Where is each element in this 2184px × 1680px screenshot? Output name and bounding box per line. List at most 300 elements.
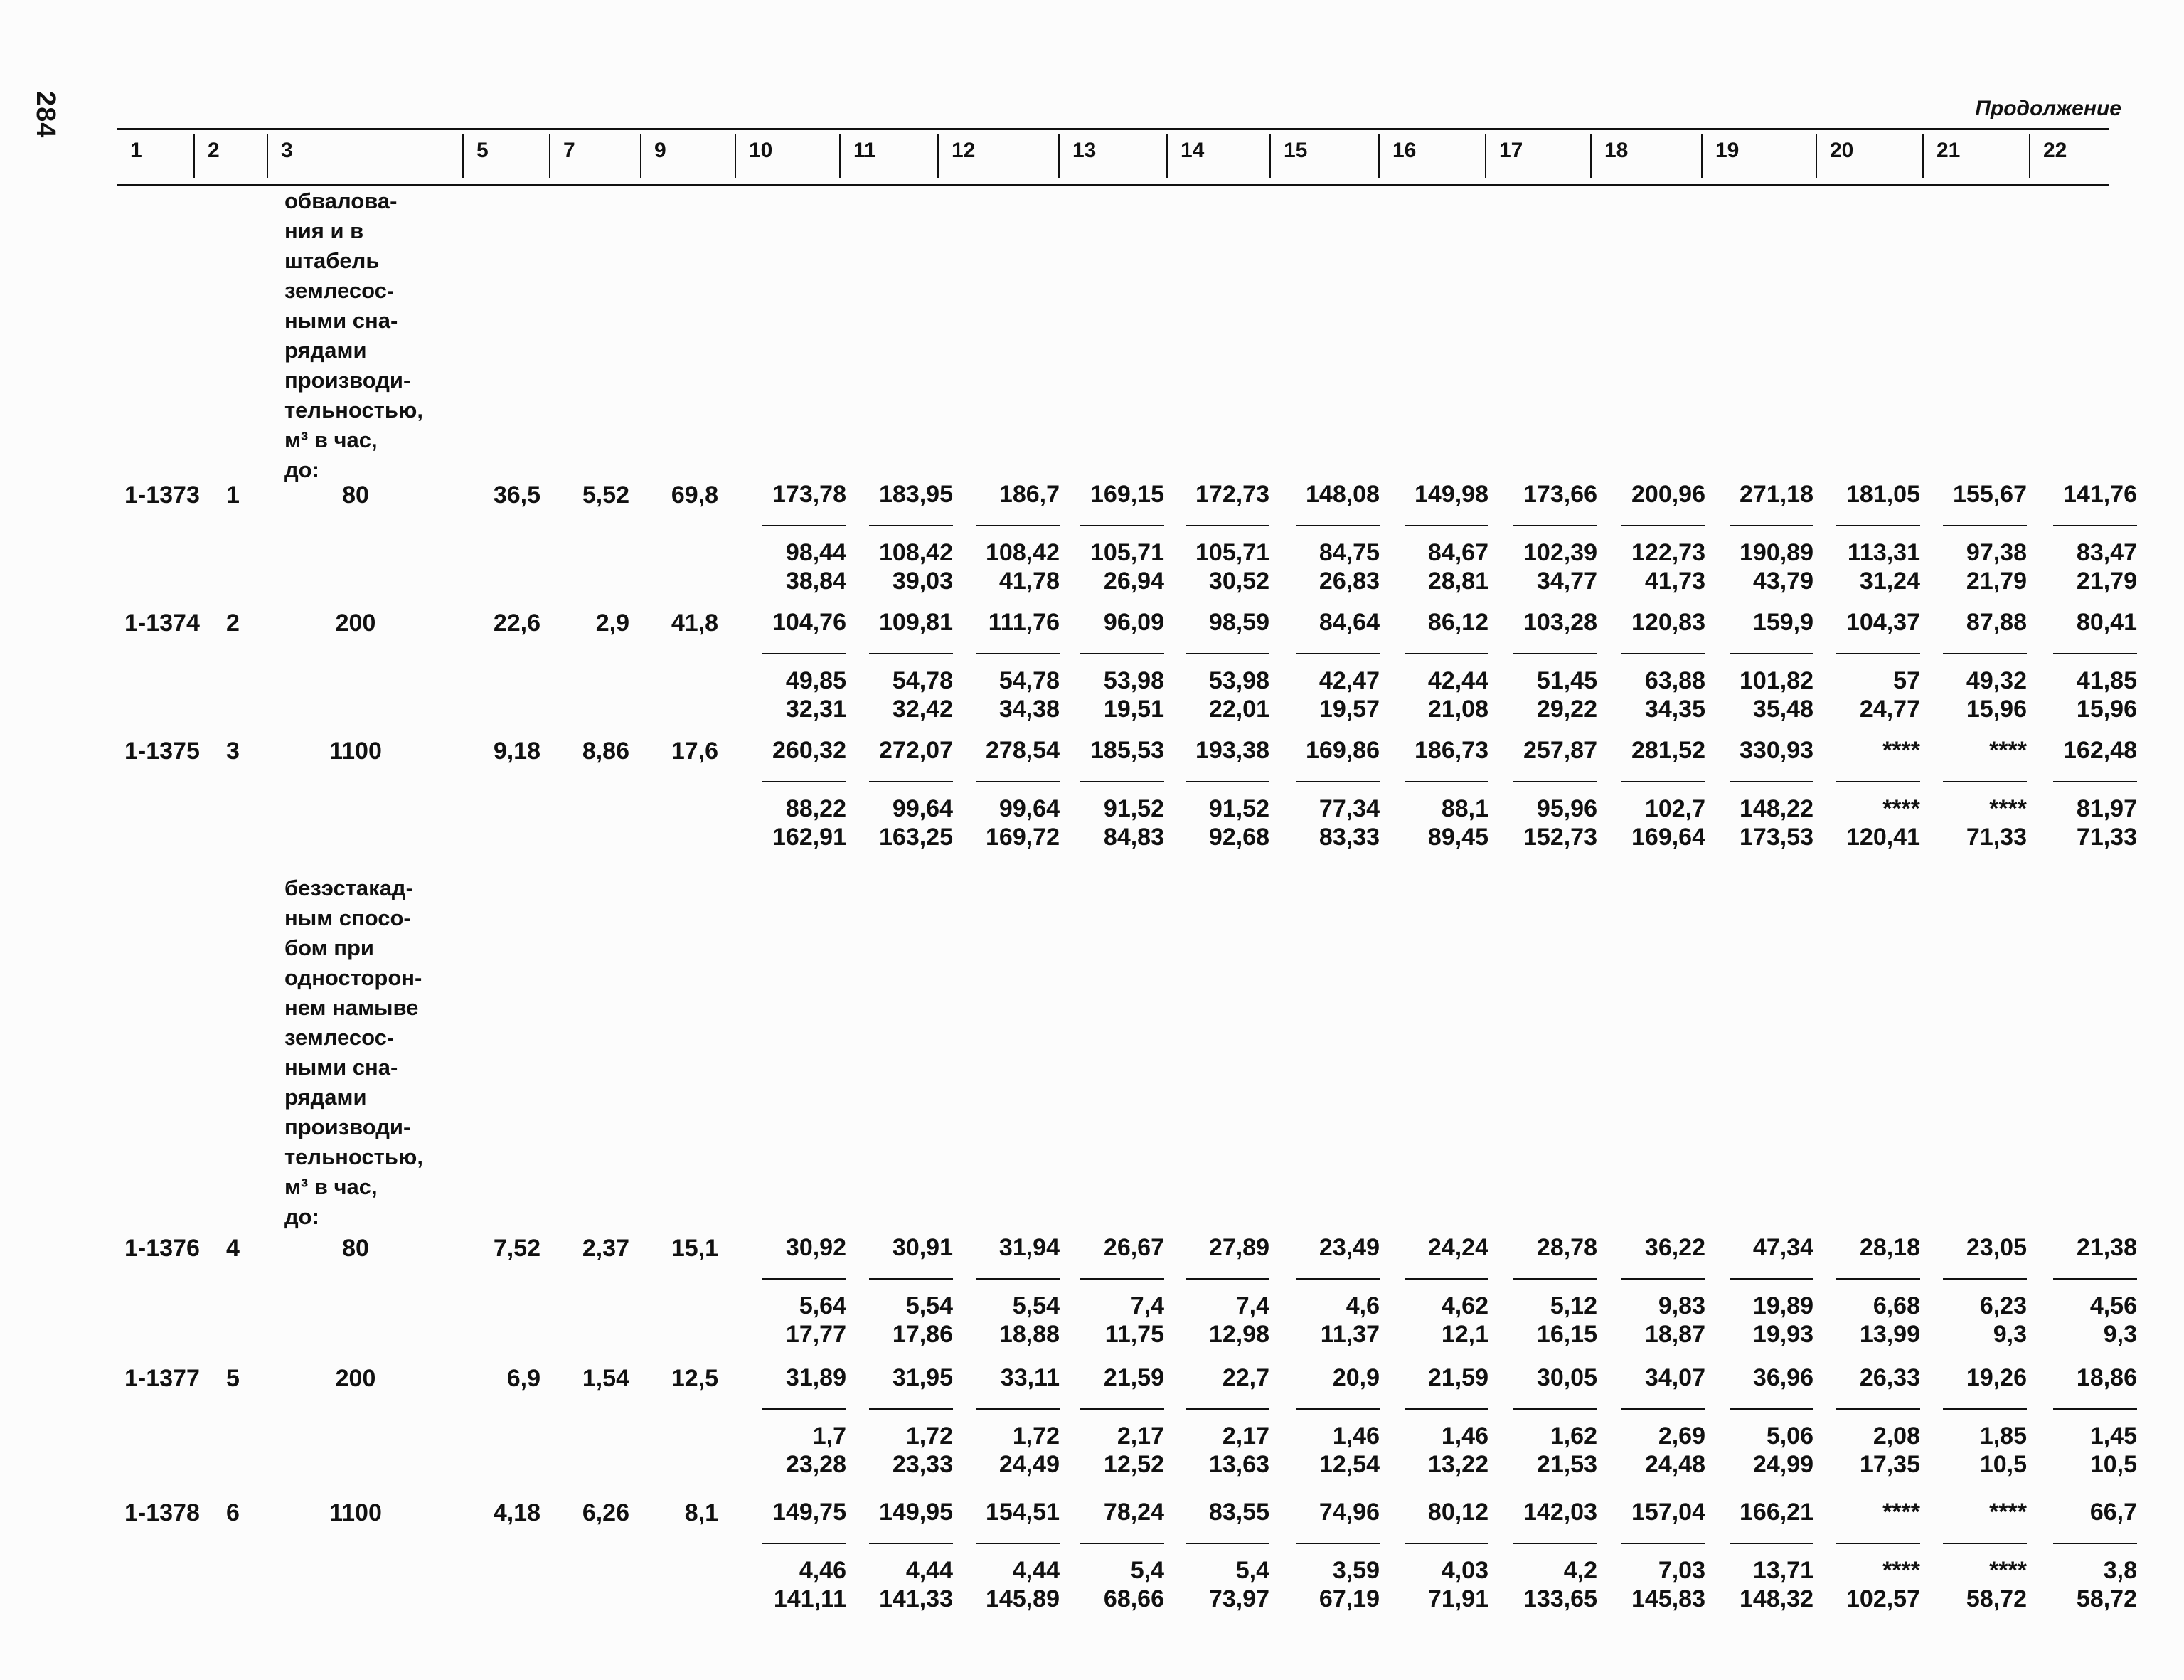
- cell-value-top: 80,41: [2076, 609, 2137, 636]
- cell-value-mid: 88,22: [785, 795, 846, 822]
- fraction-line: [869, 781, 953, 782]
- cell-value-bot: 17,77: [785, 1321, 846, 1348]
- header-col-10: 10: [735, 134, 839, 178]
- cell-value-bot: 141,11: [773, 1585, 846, 1612]
- cell-value-mid: 83,47: [2076, 539, 2137, 566]
- cell-col9: 12,5: [671, 1365, 718, 1392]
- cell-value-bot: 173,53: [1740, 824, 1813, 851]
- page-number: 284: [31, 91, 60, 139]
- header-col-7: 7: [549, 134, 640, 178]
- cell-value-bot: 41,78: [998, 568, 1060, 595]
- fraction-line: [1513, 781, 1597, 782]
- header-col-14: 14: [1166, 134, 1269, 178]
- header-col-18: 18: [1590, 134, 1701, 178]
- row-code: 1-1374: [124, 610, 200, 637]
- cell-value-mid: 88,1: [1441, 795, 1488, 822]
- cell-value-mid: 4,44: [905, 1557, 953, 1584]
- fraction-line: [1836, 1543, 1920, 1544]
- header-col-2: 2: [193, 134, 267, 178]
- fraction-line: [1943, 1408, 2027, 1410]
- cell-value-bot: 23,28: [785, 1451, 846, 1478]
- cell-value-bot: 13,99: [1859, 1321, 1920, 1348]
- row-code: 1-1376: [124, 1235, 200, 1262]
- cell-value-top: 96,09: [1103, 609, 1164, 636]
- cell-value-mid: 4,56: [2089, 1292, 2137, 1319]
- row-description: обвалова- ния и в штабель землесос- ными сна- рядами производи- тельностью, м³ в час, до:: [284, 188, 423, 482]
- cell-value-top: 21,38: [2076, 1234, 2137, 1261]
- cell-col5: 7,52: [493, 1235, 540, 1262]
- cell-value-top: 31,95: [892, 1364, 953, 1391]
- fraction-line: [1296, 781, 1380, 782]
- row-number: 5: [226, 1365, 240, 1392]
- cell-col5: 22,6: [493, 610, 540, 637]
- fraction-line: [1730, 1543, 1813, 1544]
- cell-value-top: 142,03: [1523, 1499, 1597, 1526]
- cell-col9: 41,8: [671, 610, 718, 637]
- cell-value-bot: 71,33: [1966, 824, 2027, 851]
- fraction-line: [2053, 525, 2137, 526]
- cell-value-mid: 2,69: [1658, 1423, 1705, 1450]
- cell-value-mid: 2,17: [1117, 1423, 1164, 1450]
- cell-value-mid: 51,45: [1536, 667, 1597, 694]
- fraction-line: [869, 653, 953, 654]
- cell-value-bot: 18,87: [1644, 1321, 1705, 1348]
- cell-value-mid: 1,45: [2089, 1423, 2137, 1450]
- row-capacity: 80: [342, 1235, 369, 1262]
- cell-value-bot: 10,5: [1979, 1451, 2027, 1478]
- cell-value-mid: 101,82: [1740, 667, 1813, 694]
- fraction-line: [1405, 525, 1488, 526]
- fraction-line: [1621, 525, 1705, 526]
- cell-value-bot: 12,52: [1103, 1451, 1164, 1478]
- cell-value-mid: 84,67: [1427, 539, 1488, 566]
- fraction-line: [976, 653, 1060, 654]
- cell-value-bot: 24,77: [1859, 696, 1920, 723]
- fraction-line: [1621, 653, 1705, 654]
- fraction-line: [1405, 653, 1488, 654]
- cell-value-mid: 1,46: [1332, 1423, 1380, 1450]
- cell-value-top: 330,93: [1740, 737, 1813, 764]
- fraction-line: [1080, 1278, 1164, 1280]
- cell-value-bot: 24,49: [998, 1451, 1060, 1478]
- cell-value-top: 173,78: [772, 481, 846, 508]
- cell-value-top: 78,24: [1103, 1499, 1164, 1526]
- cell-value-bot: 29,22: [1536, 696, 1597, 723]
- cell-value-top: 36,22: [1644, 1234, 1705, 1261]
- cell-col9: 17,6: [671, 738, 718, 765]
- cell-value-top: ****: [1882, 737, 1920, 764]
- fraction-line: [1186, 1278, 1269, 1280]
- fraction-line: [1513, 1408, 1597, 1410]
- cell-col9: 8,1: [684, 1499, 718, 1526]
- cell-value-bot: 58,72: [1966, 1585, 2027, 1612]
- cell-value-mid: 41,85: [2076, 667, 2137, 694]
- fraction-line: [1730, 525, 1813, 526]
- fraction-line: [1513, 653, 1597, 654]
- cell-value-top: 149,75: [772, 1499, 846, 1526]
- fraction-line: [976, 781, 1060, 782]
- fraction-line: [976, 1408, 1060, 1410]
- cell-col7: 5,52: [582, 482, 629, 509]
- fraction-line: [1621, 1278, 1705, 1280]
- header-col-12: 12: [937, 134, 1058, 178]
- cell-value-bot: 120,41: [1846, 824, 1920, 851]
- cell-value-bot: 34,38: [998, 696, 1060, 723]
- cell-value-mid: 5,64: [799, 1292, 846, 1319]
- cell-value-bot: 163,25: [879, 824, 953, 851]
- cell-value-mid: 5,12: [1550, 1292, 1597, 1319]
- cell-value-top: 19,26: [1966, 1364, 2027, 1391]
- row-code: 1-1375: [124, 738, 200, 765]
- cell-value-top: ****: [1989, 737, 2027, 764]
- cell-value-top: 103,28: [1523, 609, 1597, 636]
- fraction-line: [1621, 1408, 1705, 1410]
- fraction-line: [2053, 653, 2137, 654]
- cell-value-top: 260,32: [772, 737, 846, 764]
- cell-value-mid: 4,46: [799, 1557, 846, 1584]
- cell-value-bot: 28,81: [1427, 568, 1488, 595]
- cell-col7: 6,26: [582, 1499, 629, 1526]
- fraction-line: [1186, 1543, 1269, 1544]
- fraction-line: [1513, 1543, 1597, 1544]
- cell-value-bot: 30,52: [1208, 568, 1269, 595]
- cell-value-bot: 32,42: [892, 696, 953, 723]
- cell-value-top: 111,76: [988, 609, 1060, 636]
- cell-value-top: 109,81: [879, 609, 953, 636]
- fraction-line: [1836, 1278, 1920, 1280]
- cell-value-top: 33,11: [1000, 1364, 1060, 1391]
- fraction-line: [1405, 1278, 1488, 1280]
- cell-value-bot: 17,86: [892, 1321, 953, 1348]
- fraction-line: [869, 1543, 953, 1544]
- fraction-line: [1186, 525, 1269, 526]
- fraction-line: [1621, 1543, 1705, 1544]
- cell-value-mid: ****: [1989, 1557, 2027, 1584]
- cell-value-top: 83,55: [1208, 1499, 1269, 1526]
- cell-value-mid: 91,52: [1208, 795, 1269, 822]
- fraction-line: [1836, 781, 1920, 782]
- cell-value-bot: 141,33: [879, 1585, 953, 1612]
- cell-value-top: 155,67: [1953, 481, 2027, 508]
- fraction-line: [1186, 1408, 1269, 1410]
- cell-value-top: 148,08: [1306, 481, 1380, 508]
- cell-col7: 1,54: [582, 1365, 629, 1392]
- cell-value-top: 281,52: [1631, 737, 1705, 764]
- cell-value-bot: 19,51: [1103, 696, 1164, 723]
- cell-value-mid: 190,89: [1740, 539, 1813, 566]
- fraction-line: [1296, 1278, 1380, 1280]
- header-col-3: 3: [267, 134, 462, 178]
- cell-value-mid: 9,83: [1658, 1292, 1705, 1319]
- fraction-line: [1080, 1543, 1164, 1544]
- fraction-line: [2053, 1408, 2137, 1410]
- cell-value-top: 26,33: [1859, 1364, 1920, 1391]
- cell-value-mid: 42,44: [1427, 667, 1488, 694]
- cell-value-top: 30,91: [892, 1234, 953, 1261]
- cell-value-bot: 92,68: [1208, 824, 1269, 851]
- cell-value-bot: 83,33: [1319, 824, 1380, 851]
- cell-value-mid: 1,72: [905, 1423, 953, 1450]
- cell-value-bot: 19,93: [1752, 1321, 1813, 1348]
- row-number: 2: [226, 610, 240, 637]
- cell-value-mid: 91,52: [1103, 795, 1164, 822]
- fraction-line: [869, 1278, 953, 1280]
- cell-value-mid: 19,89: [1752, 1292, 1813, 1319]
- cell-value-bot: 58,72: [2076, 1585, 2137, 1612]
- cell-value-bot: 41,73: [1644, 568, 1705, 595]
- cell-value-bot: 26,94: [1103, 568, 1164, 595]
- cell-value-bot: 12,54: [1319, 1451, 1380, 1478]
- cell-value-bot: 21,08: [1427, 696, 1488, 723]
- cell-value-top: 27,89: [1208, 1234, 1269, 1261]
- fraction-line: [1513, 1278, 1597, 1280]
- cell-value-mid: 1,85: [1979, 1423, 2027, 1450]
- cell-value-bot: 12,98: [1208, 1321, 1269, 1348]
- cell-value-mid: 148,22: [1740, 795, 1813, 822]
- cell-value-mid: 53,98: [1208, 667, 1269, 694]
- cell-value-mid: 49,32: [1966, 667, 2027, 694]
- cell-value-top: 20,9: [1332, 1364, 1380, 1391]
- cell-value-mid: 2,08: [1873, 1423, 1920, 1450]
- cell-col7: 2,37: [582, 1235, 629, 1262]
- cell-value-mid: 98,44: [785, 539, 846, 566]
- cell-value-mid: 3,8: [2103, 1557, 2137, 1584]
- cell-value-bot: 24,99: [1752, 1451, 1813, 1478]
- cell-value-bot: 15,96: [2076, 696, 2137, 723]
- cell-value-bot: 17,35: [1859, 1451, 1920, 1478]
- cell-value-mid: 54,78: [892, 667, 953, 694]
- fraction-line: [1943, 653, 2027, 654]
- cell-value-bot: 38,84: [785, 568, 846, 595]
- cell-value-bot: 133,65: [1523, 1585, 1597, 1612]
- cell-col5: 9,18: [493, 738, 540, 765]
- cell-value-top: 21,59: [1103, 1364, 1164, 1391]
- fraction-line: [2053, 781, 2137, 782]
- cell-value-top: 22,7: [1222, 1364, 1269, 1391]
- cell-value-mid: 57: [1893, 667, 1920, 694]
- header-col-9: 9: [640, 134, 735, 178]
- cell-value-mid: 42,47: [1319, 667, 1380, 694]
- fraction-line: [1296, 525, 1380, 526]
- cell-value-mid: 4,03: [1441, 1557, 1488, 1584]
- cell-value-mid: 5,54: [1012, 1292, 1060, 1319]
- cell-value-top: 104,37: [1846, 609, 1920, 636]
- cell-value-mid: 7,03: [1658, 1557, 1705, 1584]
- cell-value-top: 166,21: [1740, 1499, 1813, 1526]
- cell-value-top: 173,66: [1523, 481, 1597, 508]
- row-code: 1-1378: [124, 1499, 200, 1526]
- cell-value-top: 31,89: [785, 1364, 846, 1391]
- cell-value-bot: 19,57: [1319, 696, 1380, 723]
- cell-value-top: 162,48: [2063, 737, 2137, 764]
- row-code: 1-1377: [124, 1365, 200, 1392]
- cell-col9: 15,1: [671, 1235, 718, 1262]
- cell-value-top: 120,83: [1631, 609, 1705, 636]
- header-col-13: 13: [1058, 134, 1166, 178]
- header-col-19: 19: [1701, 134, 1816, 178]
- cell-value-mid: 4,6: [1346, 1292, 1380, 1319]
- cell-value-mid: 7,4: [1235, 1292, 1269, 1319]
- cell-value-bot: 89,45: [1427, 824, 1488, 851]
- fraction-line: [1836, 525, 1920, 526]
- cell-value-mid: 6,68: [1873, 1292, 1920, 1319]
- header-col-21: 21: [1922, 134, 2029, 178]
- cell-value-bot: 148,32: [1740, 1585, 1813, 1612]
- fraction-line: [976, 1543, 1060, 1544]
- fraction-line: [1080, 525, 1164, 526]
- cell-value-bot: 102,57: [1846, 1585, 1920, 1612]
- cell-value-top: 200,96: [1631, 481, 1705, 508]
- row-capacity: 80: [342, 482, 369, 509]
- cell-value-top: 278,54: [986, 737, 1060, 764]
- cell-value-mid: 105,71: [1195, 539, 1269, 566]
- header-col-1: 1: [130, 139, 142, 162]
- cell-value-mid: ****: [1989, 795, 2027, 822]
- fraction-line: [762, 653, 846, 654]
- cell-value-bot: 34,35: [1644, 696, 1705, 723]
- cell-value-top: 74,96: [1319, 1499, 1380, 1526]
- header-col-5: 5: [462, 134, 549, 178]
- cell-value-bot: 24,48: [1644, 1451, 1705, 1478]
- cell-value-mid: 54,78: [998, 667, 1060, 694]
- cell-value-top: 169,15: [1090, 481, 1164, 508]
- header-col-17: 17: [1485, 134, 1590, 178]
- header-col-11: 11: [839, 134, 937, 178]
- cell-value-top: 34,07: [1644, 1364, 1705, 1391]
- cell-value-top: ****: [1989, 1499, 2027, 1526]
- fraction-line: [1621, 781, 1705, 782]
- fraction-line: [1080, 781, 1164, 782]
- cell-value-bot: 71,33: [2076, 824, 2137, 851]
- fraction-line: [1405, 781, 1488, 782]
- fraction-line: [1730, 781, 1813, 782]
- cell-value-mid: 102,39: [1523, 539, 1597, 566]
- fraction-line: [762, 525, 846, 526]
- cell-value-bot: 21,53: [1536, 1451, 1597, 1478]
- fraction-line: [1943, 1278, 2027, 1280]
- cell-value-bot: 145,89: [986, 1585, 1060, 1612]
- header-top-rule: [117, 128, 2109, 130]
- cell-value-top: 24,24: [1427, 1234, 1488, 1261]
- cell-value-top: 193,38: [1195, 737, 1269, 764]
- row-capacity: 1100: [329, 1499, 382, 1526]
- cell-value-bot: 31,24: [1859, 568, 1920, 595]
- cell-value-top: 21,59: [1427, 1364, 1488, 1391]
- cell-value-bot: 16,15: [1536, 1321, 1597, 1348]
- cell-value-top: 86,12: [1427, 609, 1488, 636]
- cell-value-top: 28,78: [1536, 1234, 1597, 1261]
- cell-value-mid: 122,73: [1631, 539, 1705, 566]
- cell-value-mid: 95,96: [1536, 795, 1597, 822]
- cell-value-mid: 4,2: [1563, 1557, 1597, 1584]
- cell-value-bot: 162,91: [772, 824, 846, 851]
- cell-value-mid: 4,44: [1012, 1557, 1060, 1584]
- fraction-line: [762, 1408, 846, 1410]
- fraction-line: [1836, 1408, 1920, 1410]
- cell-value-mid: 5,54: [905, 1292, 953, 1319]
- cell-value-top: 98,59: [1208, 609, 1269, 636]
- cell-value-bot: 11,37: [1320, 1321, 1380, 1348]
- cell-value-bot: 15,96: [1966, 696, 2027, 723]
- cell-value-mid: 7,4: [1130, 1292, 1164, 1319]
- row-number: 3: [226, 738, 240, 765]
- cell-value-top: 272,07: [879, 737, 953, 764]
- fraction-line: [1080, 653, 1164, 654]
- cell-value-mid: 4,62: [1441, 1292, 1488, 1319]
- cell-value-top: 183,95: [879, 481, 953, 508]
- fraction-line: [1943, 525, 2027, 526]
- cell-value-top: 66,7: [2089, 1499, 2137, 1526]
- fraction-line: [1186, 653, 1269, 654]
- cell-value-mid: 1,62: [1550, 1423, 1597, 1450]
- cell-value-top: 84,64: [1319, 609, 1380, 636]
- cell-col5: 4,18: [493, 1499, 540, 1526]
- fraction-line: [2053, 1278, 2137, 1280]
- cell-value-bot: 152,73: [1523, 824, 1597, 851]
- fraction-line: [1730, 1408, 1813, 1410]
- fraction-line: [1405, 1543, 1488, 1544]
- cell-value-mid: 5,4: [1130, 1557, 1164, 1584]
- cell-value-top: 157,04: [1631, 1499, 1705, 1526]
- row-number: 4: [226, 1235, 240, 1262]
- cell-value-mid: 113,31: [1847, 539, 1920, 566]
- cell-value-top: 87,88: [1966, 609, 2027, 636]
- cell-value-top: 172,73: [1195, 481, 1269, 508]
- cell-col7: 8,86: [582, 738, 629, 765]
- cell-value-top: 28,18: [1859, 1234, 1920, 1261]
- fraction-line: [1296, 653, 1380, 654]
- cell-value-top: 26,67: [1103, 1234, 1164, 1261]
- cell-value-top: 36,96: [1752, 1364, 1813, 1391]
- fraction-line: [976, 525, 1060, 526]
- cell-value-mid: 63,88: [1644, 667, 1705, 694]
- cell-col7: 2,9: [595, 610, 629, 637]
- cell-value-bot: 43,79: [1752, 568, 1813, 595]
- cell-value-top: 185,53: [1090, 737, 1164, 764]
- fraction-line: [762, 781, 846, 782]
- cell-value-bot: 13,22: [1427, 1451, 1488, 1478]
- cell-value-top: 154,51: [986, 1499, 1060, 1526]
- fraction-line: [2053, 1543, 2137, 1544]
- cell-value-bot: 26,83: [1319, 568, 1380, 595]
- fraction-line: [1513, 525, 1597, 526]
- cell-value-top: 257,87: [1523, 737, 1597, 764]
- fraction-line: [1943, 1543, 2027, 1544]
- fraction-line: [1730, 1278, 1813, 1280]
- fraction-line: [1730, 653, 1813, 654]
- header-col-15: 15: [1269, 134, 1378, 178]
- header-bottom-rule: [117, 184, 2109, 186]
- cell-value-mid: 3,59: [1332, 1557, 1380, 1584]
- cell-value-bot: 145,83: [1631, 1585, 1705, 1612]
- cell-value-mid: 13,71: [1752, 1557, 1813, 1584]
- cell-value-mid: 5,06: [1766, 1423, 1813, 1450]
- cell-value-mid: 5,4: [1235, 1557, 1269, 1584]
- fraction-line: [1296, 1408, 1380, 1410]
- fraction-line: [1405, 1408, 1488, 1410]
- cell-value-bot: 39,03: [892, 568, 953, 595]
- cell-value-top: 31,94: [998, 1234, 1060, 1261]
- cell-col5: 36,5: [493, 482, 540, 509]
- cell-value-top: 80,12: [1427, 1499, 1488, 1526]
- cell-value-bot: 67,19: [1319, 1585, 1380, 1612]
- cell-value-bot: 18,88: [998, 1321, 1060, 1348]
- cell-value-bot: 12,1: [1441, 1321, 1488, 1348]
- cell-value-bot: 21,79: [2076, 568, 2137, 595]
- fraction-line: [869, 1408, 953, 1410]
- cell-value-mid: 1,7: [812, 1423, 846, 1450]
- cell-value-bot: 11,75: [1104, 1321, 1164, 1348]
